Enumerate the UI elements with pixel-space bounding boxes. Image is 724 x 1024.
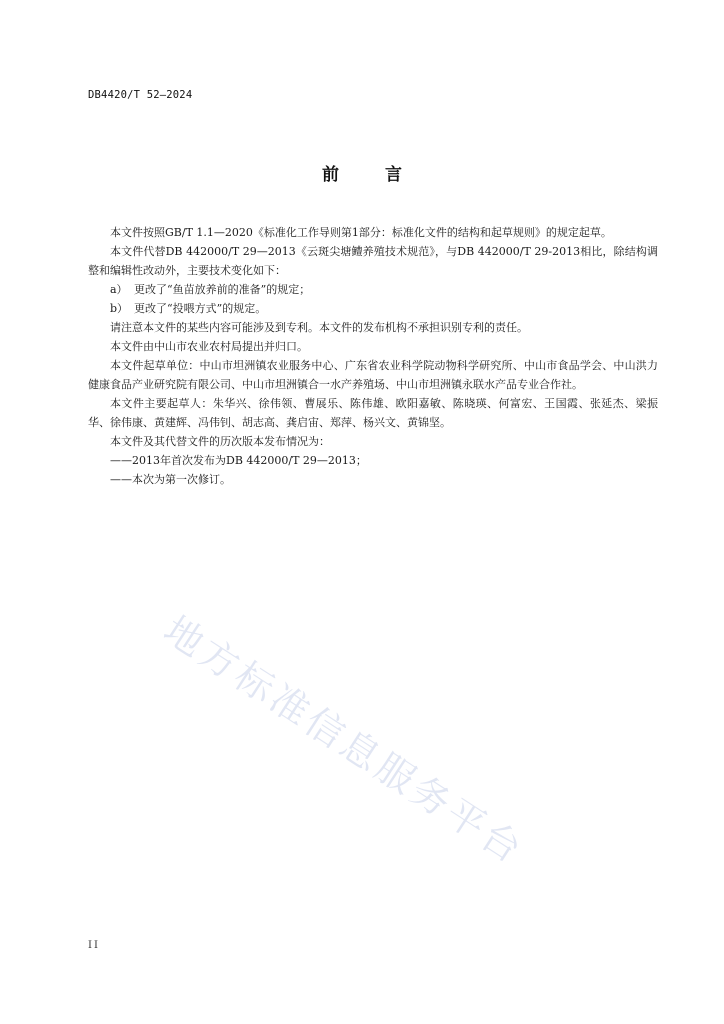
change-text: 更改了“鱼苗放养前的准备”的规定；	[134, 283, 311, 296]
paragraph-history-intro: 本文件及其代替文件的历次版本发布情况为：	[110, 435, 330, 448]
change-marker: a）	[110, 283, 128, 296]
paragraph-replacement: 本文件代替DB 442000/T 29—2013《云斑尖塘鳢养殖技术规范》，与DB 442000/T 29-2013相比，除结构调整和编辑性改动外，主要技术变化如下：	[88, 245, 658, 277]
paragraph-patent-notice: 请注意本文件的某些内容可能涉及到专利。本文件的发布机构不承担识别专利的责任。	[110, 321, 528, 334]
paragraph-drafters: 本文件主要起草人：朱华兴、徐伟领、曹展乐、陈伟雄、欧阳嘉敏、陈晓瑛、何富宏、王国霞、张延杰、梁振华、徐伟康、黄建辉、冯伟钊、胡志高、龚启宙、郑萍、杨兴文、黄锦坚。	[88, 397, 658, 429]
paragraph-proposer: 本文件由中山市农业农村局提出并归口。	[110, 340, 308, 353]
change-item	[88, 299, 658, 318]
foreword-body	[88, 223, 658, 489]
change-text: 更改了“投喂方式”的规定。	[134, 302, 267, 315]
page-number: II	[88, 940, 100, 951]
title-char-2: 言	[385, 165, 402, 185]
change-item	[88, 280, 658, 299]
change-marker: b）	[110, 302, 129, 315]
paragraph-drafting-rules: 本文件按照GB/T 1.1—2020《标准化工作导则第1部分：标准化文件的结构和起草规则》的规定起草。	[110, 226, 612, 239]
section-title	[0, 160, 724, 185]
title-char-1: 前	[322, 165, 339, 185]
paragraph-drafting-units: 本文件起草单位：中山市坦洲镇农业服务中心、广东省农业科学院动物科学研究所、中山市食品学会、中山洪力健康食品产业研究院有限公司、中山市坦洲镇合一水产养殖场、中山市坦洲镇永联水产品专业合作社。	[88, 359, 658, 391]
history-item: ——本次为第一次修订。	[110, 473, 231, 486]
watermark: 地方标准信息服务平台	[156, 607, 533, 874]
document-code: DB4420/T 52—2024	[88, 89, 193, 101]
history-item: ——2013年首次发布为DB 442000/T 29—2013；	[110, 454, 367, 467]
